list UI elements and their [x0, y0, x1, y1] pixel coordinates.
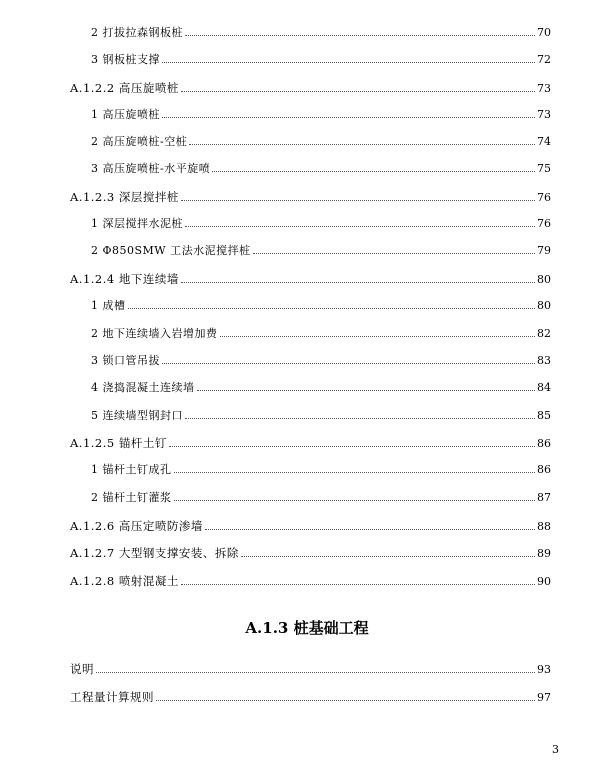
toc-entry-page: 72: [537, 53, 551, 66]
toc-entry[interactable]: [70, 519, 551, 534]
toc-entry-title: 1 成槽: [91, 299, 126, 312]
toc-entry-title: 说明: [70, 662, 94, 676]
toc-entry-title: A.1.2.2 高压旋喷桩: [70, 81, 179, 95]
toc-leader-dots: [181, 281, 535, 283]
toc-leader-dots: [169, 445, 535, 447]
toc-entry[interactable]: [91, 162, 551, 176]
toc-entry-title: A.1.2.7 大型钢支撑安装、拆除: [70, 546, 239, 560]
toc-entry[interactable]: [70, 574, 551, 589]
toc-entry[interactable]: [91, 327, 551, 341]
toc-entry[interactable]: [91, 463, 551, 477]
toc-entry-page: 97: [537, 691, 551, 704]
toc-leader-dots: [174, 499, 536, 501]
toc-entry[interactable]: [70, 81, 551, 96]
toc-entry-page: 73: [537, 108, 551, 121]
toc-entry[interactable]: [70, 690, 551, 705]
toc-leader-dots: [205, 528, 535, 530]
toc-entry-title: 3 高压旋喷桩-水平旋喷: [91, 162, 211, 175]
toc-entry-page: 80: [537, 273, 551, 286]
toc-entry[interactable]: [91, 354, 551, 368]
toc-entry-page: 82: [537, 327, 551, 340]
toc-leader-dots: [162, 116, 535, 118]
toc-leader-dots: [156, 699, 535, 701]
toc-entry-page: 84: [537, 381, 551, 394]
toc-entry-page: 74: [537, 135, 551, 148]
toc-entry-page: 70: [537, 26, 551, 39]
toc-entry-title: 2 地下连续墙入岩增加费: [91, 327, 218, 340]
toc-entry[interactable]: [70, 662, 551, 677]
toc-leader-dots: [174, 471, 536, 473]
toc-entry-title: 5 连续墙型钢封口: [91, 409, 183, 422]
toc-entry-page: 88: [537, 520, 551, 533]
toc-entry-page: 79: [537, 244, 551, 257]
toc-leader-dots: [181, 583, 535, 585]
toc-leader-dots: [185, 225, 535, 227]
toc-entry[interactable]: [91, 299, 551, 313]
toc-entry[interactable]: [70, 546, 551, 561]
toc-leader-dots: [253, 252, 535, 254]
toc-entry-page: 93: [537, 663, 551, 676]
toc-leader-dots: [162, 362, 535, 364]
toc-entry-page: 83: [537, 354, 551, 367]
toc-entry-title: 4 浇捣混凝土连续墙: [91, 381, 195, 394]
toc-entry-title: 2 锚杆土钉灌浆: [91, 491, 172, 504]
toc-entry-title: A.1.2.6 高压定喷防渗墙: [70, 519, 203, 533]
toc-entry[interactable]: [70, 272, 551, 287]
toc-entry-page: 87: [537, 491, 551, 504]
toc-entry[interactable]: [91, 244, 551, 258]
toc-entry-page: 76: [537, 191, 551, 204]
toc-entry-title: 2 Φ850SMW 工法水泥搅拌桩: [91, 244, 251, 257]
toc-leader-dots: [181, 199, 535, 201]
toc-entry[interactable]: [91, 381, 551, 395]
toc-entry-title: 1 高压旋喷桩: [91, 108, 160, 121]
toc-entry[interactable]: [70, 190, 551, 205]
toc-entry-title: A.1.2.4 地下连续墙: [70, 272, 179, 286]
toc-entry-page: 85: [537, 409, 551, 422]
toc-entry[interactable]: [91, 409, 551, 423]
toc-entry-title: A.1.2.3 深层搅拌桩: [70, 190, 179, 204]
toc-entry-page: 86: [537, 463, 551, 476]
toc-entry-page: 80: [537, 299, 551, 312]
toc-entry-title: 3 锁口管吊拔: [91, 354, 160, 367]
toc-entry-title: A.1.2.8 喷射混凝土: [70, 574, 179, 588]
toc-entry-page: 86: [537, 437, 551, 450]
toc-entry[interactable]: [91, 491, 551, 505]
toc-leader-dots: [181, 90, 535, 92]
page-number: 3: [552, 743, 559, 756]
toc-entry-page: 73: [537, 82, 551, 95]
toc-entry-title: A.1.2.5 锚杆土钉: [70, 436, 167, 450]
toc-entry[interactable]: [91, 108, 551, 122]
toc-entry-title: 1 锚杆土钉成孔: [91, 463, 172, 476]
toc-entry-page: 75: [537, 162, 551, 175]
toc-entry-title: 2 高压旋喷桩-空桩: [91, 135, 188, 148]
toc-leader-dots: [197, 389, 536, 391]
toc-leader-dots: [212, 170, 535, 172]
toc-entry-page: 76: [537, 217, 551, 230]
toc-leader-dots: [96, 671, 535, 673]
toc-entry[interactable]: [91, 26, 551, 40]
toc-leader-dots: [241, 555, 535, 557]
toc-leader-dots: [189, 143, 535, 145]
toc-entry-title: 工程量计算规则: [70, 690, 154, 704]
toc-leader-dots: [185, 417, 535, 419]
toc-entry[interactable]: [91, 53, 551, 67]
toc-leader-dots: [220, 335, 536, 337]
toc-entry[interactable]: [91, 217, 551, 231]
toc-leader-dots: [162, 61, 535, 63]
toc-entry-title: 2 打拔拉森钢板桩: [91, 26, 183, 39]
toc-entry-title: 1 深层搅拌水泥桩: [91, 217, 183, 230]
toc-entry[interactable]: [70, 436, 551, 451]
toc-entry-title: 3 钢板桩支撑: [91, 53, 160, 66]
toc-entry-page: 89: [537, 547, 551, 560]
toc-leader-dots: [185, 34, 535, 36]
toc-entry[interactable]: [91, 135, 551, 149]
toc-entry-page: 90: [537, 575, 551, 588]
toc-leader-dots: [128, 307, 536, 309]
section-heading: A.1.3 桩基础工程: [245, 619, 369, 637]
